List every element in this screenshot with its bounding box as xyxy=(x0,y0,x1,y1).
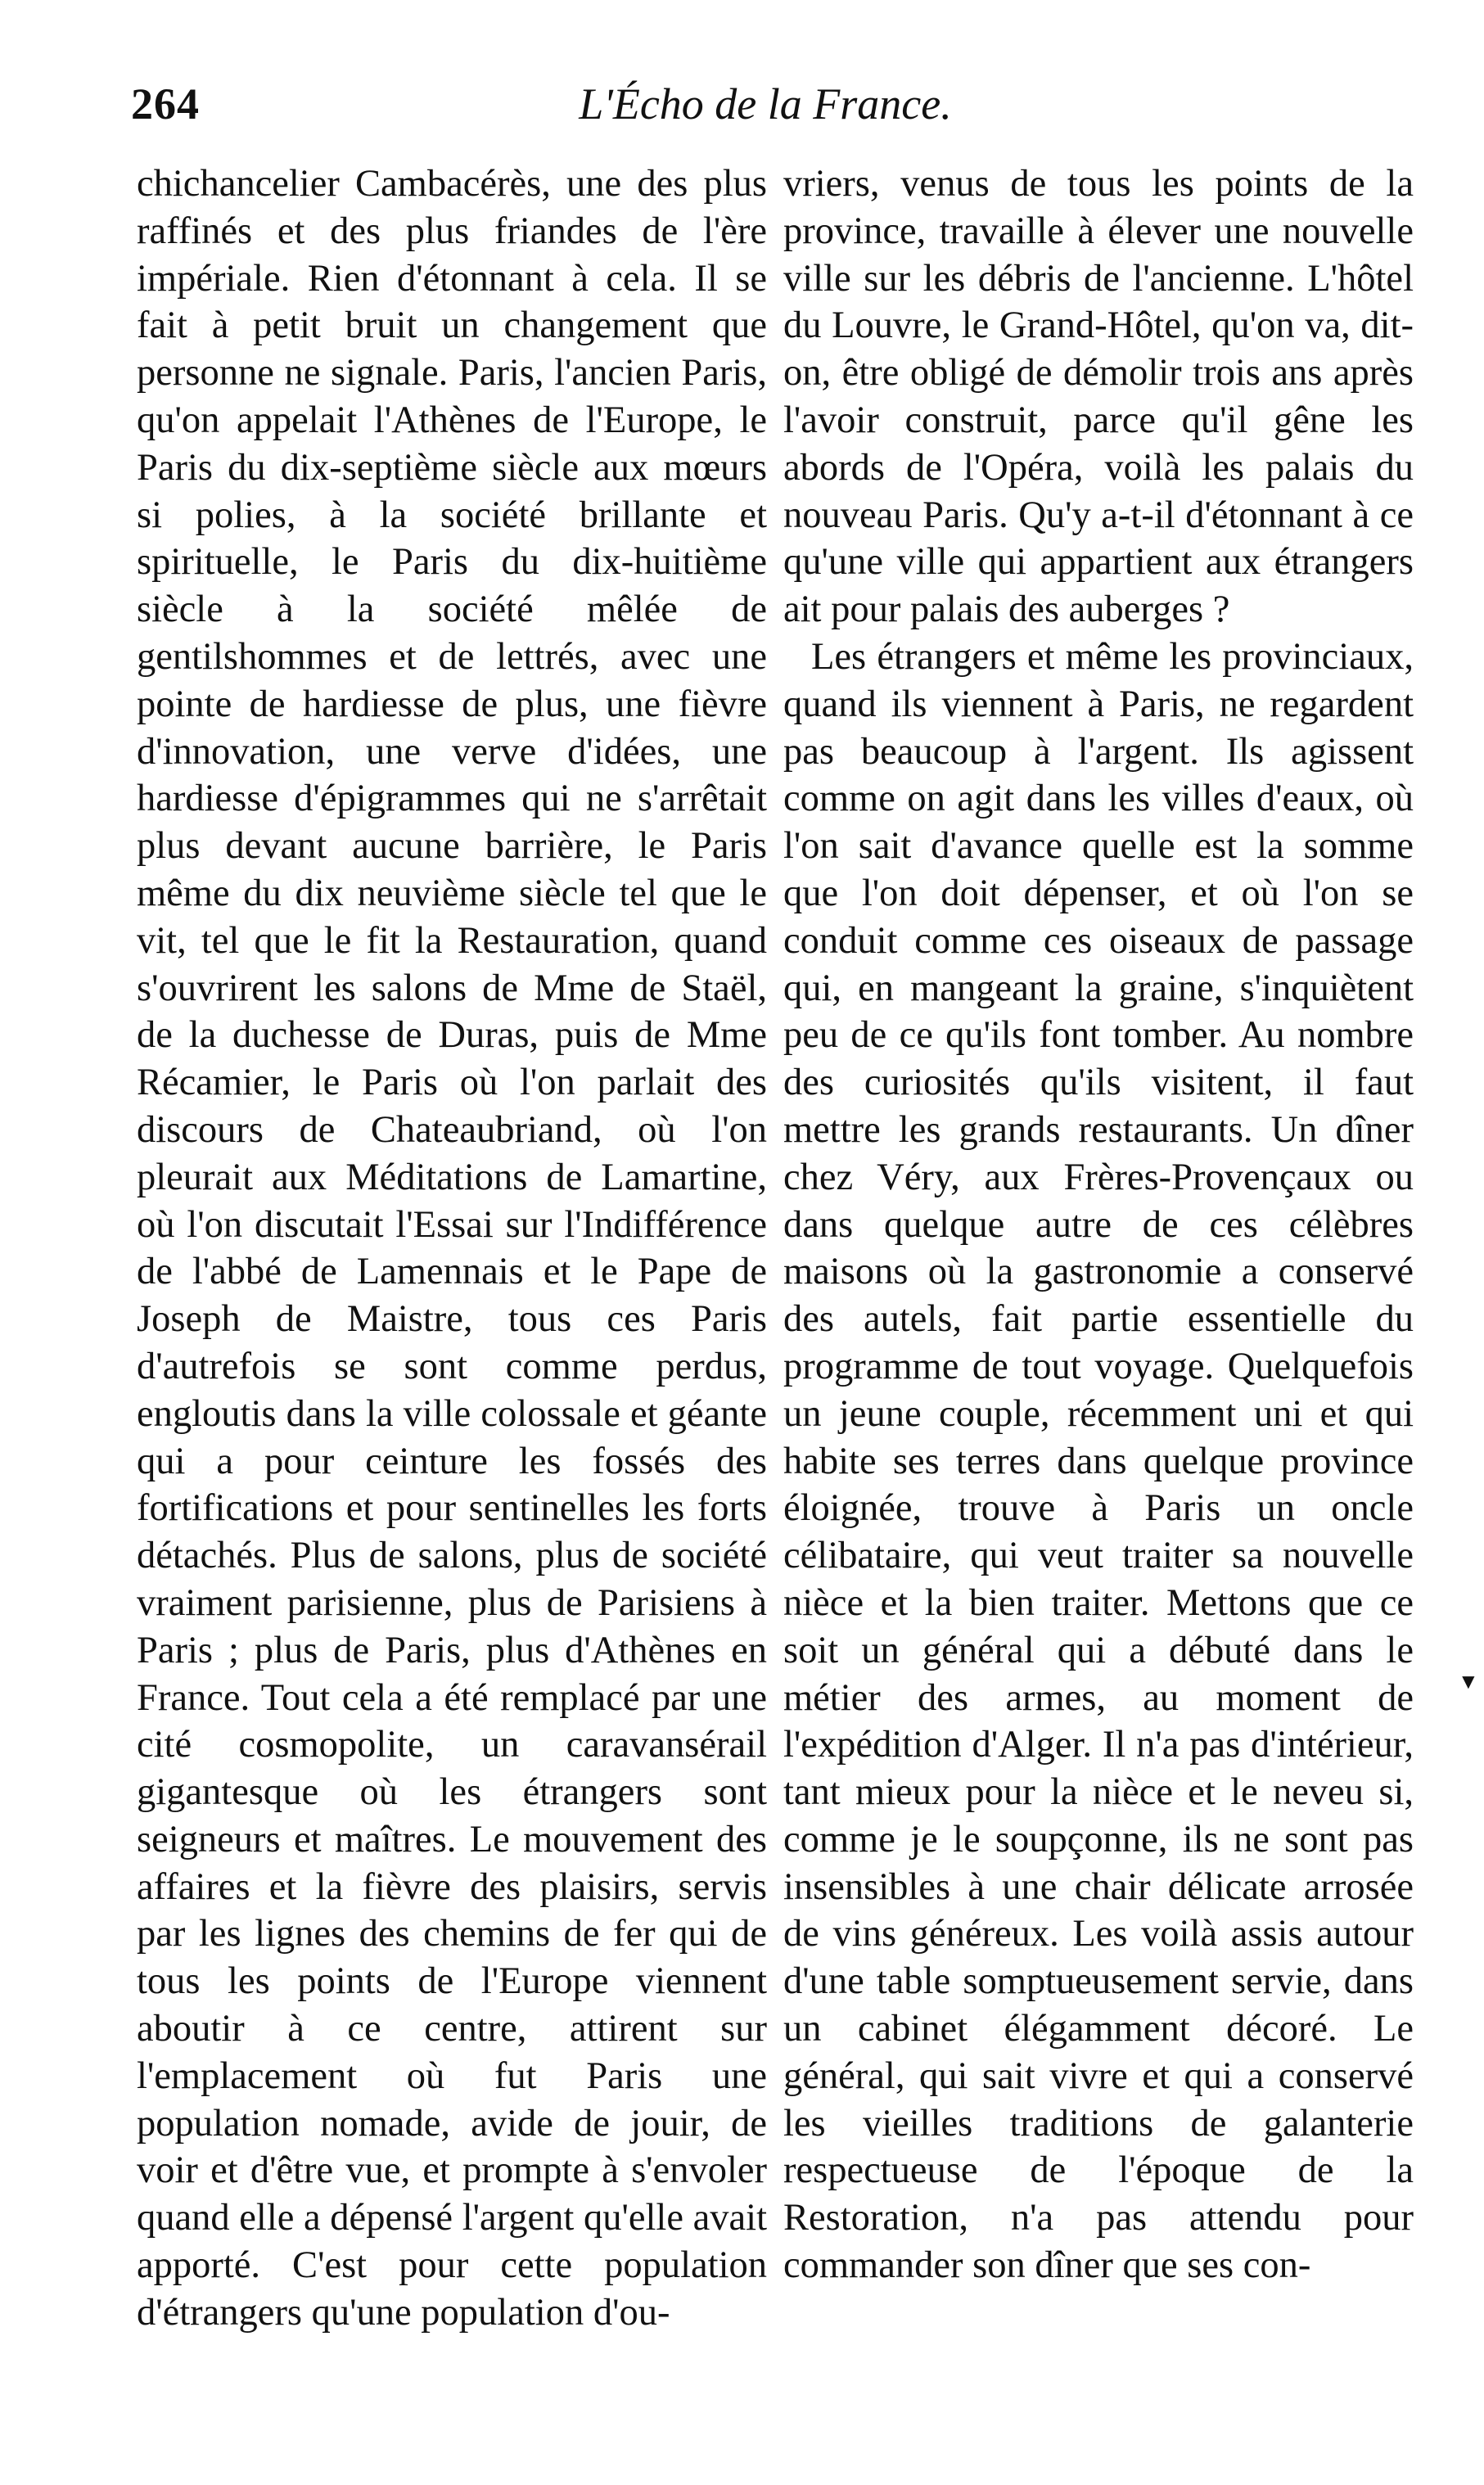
left-column xyxy=(137,160,767,2337)
right-column xyxy=(783,160,1414,2289)
page-header xyxy=(131,79,1400,144)
paragraph: vriers, venus de tous les points de la province, travaille à élever une nouvelle ville sur les débris de l'ancienne. L'hôtel du Louvre, le Grand-Hôtel, qu'on va, dit-on, être obligé de démolir trois ans après l'avoir construit, parce qu'il gêne les abords de l'Opéra, voilà les palais du nouveau Paris. Qu'y a-t-il d'étonnant à ce qu'une ville qui appartient aux étrangers ait pour palais des auberges ? xyxy=(783,163,1414,631)
ink-speck: ▼ xyxy=(1458,1670,1479,1693)
paragraph: chichancelier Cambacérès, une des plus raffinés et des plus friandes de l'ère impériale. Rien d'étonnant à cela. Il se fait à petit bruit un changement que personne ne signale. Paris, l'ancien Paris, qu'on appelait l'Athènes de l'Europe, le Paris du dix-septième siècle aux mœurs si polies, à la société brillante et spirituelle, le Paris du dix-huitième siècle à la société mêlée de gentilshommes et de lettrés, avec une pointe de hardiesse de plus, une fièvre d'innovation, une verve d'idées, une hardiesse d'épigrammes qui ne s'arrêtait plus devant aucune barrière, le Paris même du dix neuvième siècle tel que le vit, tel que le fit la Restauration, quand s'ouvrirent les salons de Mme de Staël, de la duchesse de Duras, puis de Mme Récamier, le Paris où l'on parlait des discours de Chateaubriand, où l'on pleurait aux Méditations de Lamartine, où l'on discutait l'Essai sur l'Indifférence de l'abbé de Lamennais et le Pape de Joseph de Maistre, tous ces Paris d'autrefois se sont comme perdus, engloutis dans la ville colossale et géante qui a pour ceinture les fossés des fortifications et pour sentinelles les forts détachés. Plus de salons, plus de société vraiment parisienne, plus de Parisiens à Paris ; plus de Paris, plus d'Athènes en France. Tout cela a été remplacé par une cité cosmopolite, un caravansérail gigantesque où les étrangers sont seigneurs et maîtres. Le mouvement des affaires et la fièvre des plaisirs, servis par les lignes des chemins de fer qui de tous les points de l'Europe viennent aboutir à ce centre, attirent sur l'emplacement où fut Paris une population nomade, avide de jouir, de voir et d'être vue, et prompte à s'envoler quand elle a dépensé l'argent qu'elle avait apporté. C'est pour cette population d'étrangers qu'une population d'ou- xyxy=(137,163,767,2334)
running-title: L'Écho de la France. xyxy=(579,79,952,129)
page-number: 264 xyxy=(131,79,200,129)
paragraph: Les étrangers et même les provinciaux, quand ils viennent à Paris, ne regardent pas beaucoup à l'argent. Ils agissent comme on agit dans les villes d'eaux, où l'on sait d'avance quelle est la somme que l'on doit dépenser, et où l'on se conduit comme ces oiseaux de passage qui, en mangeant la graine, s'inquiètent peu de ce qu'ils font tomber. Au nombre des curiosités qu'ils visitent, il faut mettre les grands restaurants. Un dîner chez Véry, aux Frères-Provençaux ou dans quelque autre de ces célèbres maisons où la gastronomie a conservé des autels, fait partie essentielle du programme de tout voyage. Quelquefois un jeune couple, récemment uni et qui habite ses terres dans quelque province éloignée, trouve à Paris un oncle célibataire, qui veut traiter sa nouvelle nièce et la bien traiter. Mettons que ce soit un général qui a débuté dans le métier des armes, au moment de l'expédition d'Alger. Il n'a pas d'intérieur, tant mieux pour la nièce et le neveu si, comme je le soupçonne, ils ne sont pas insensibles à une chair délicate arrosée de vins généreux. Les voilà assis autour d'une table somptueusement servie, dans un cabinet élégamment décoré. Le général, qui sait vivre et qui a conservé les vieilles traditions de galanterie respectueuse de l'époque de la Restoration, n'a pas attendu pour commander son dîner que ses con- xyxy=(783,635,1414,2287)
